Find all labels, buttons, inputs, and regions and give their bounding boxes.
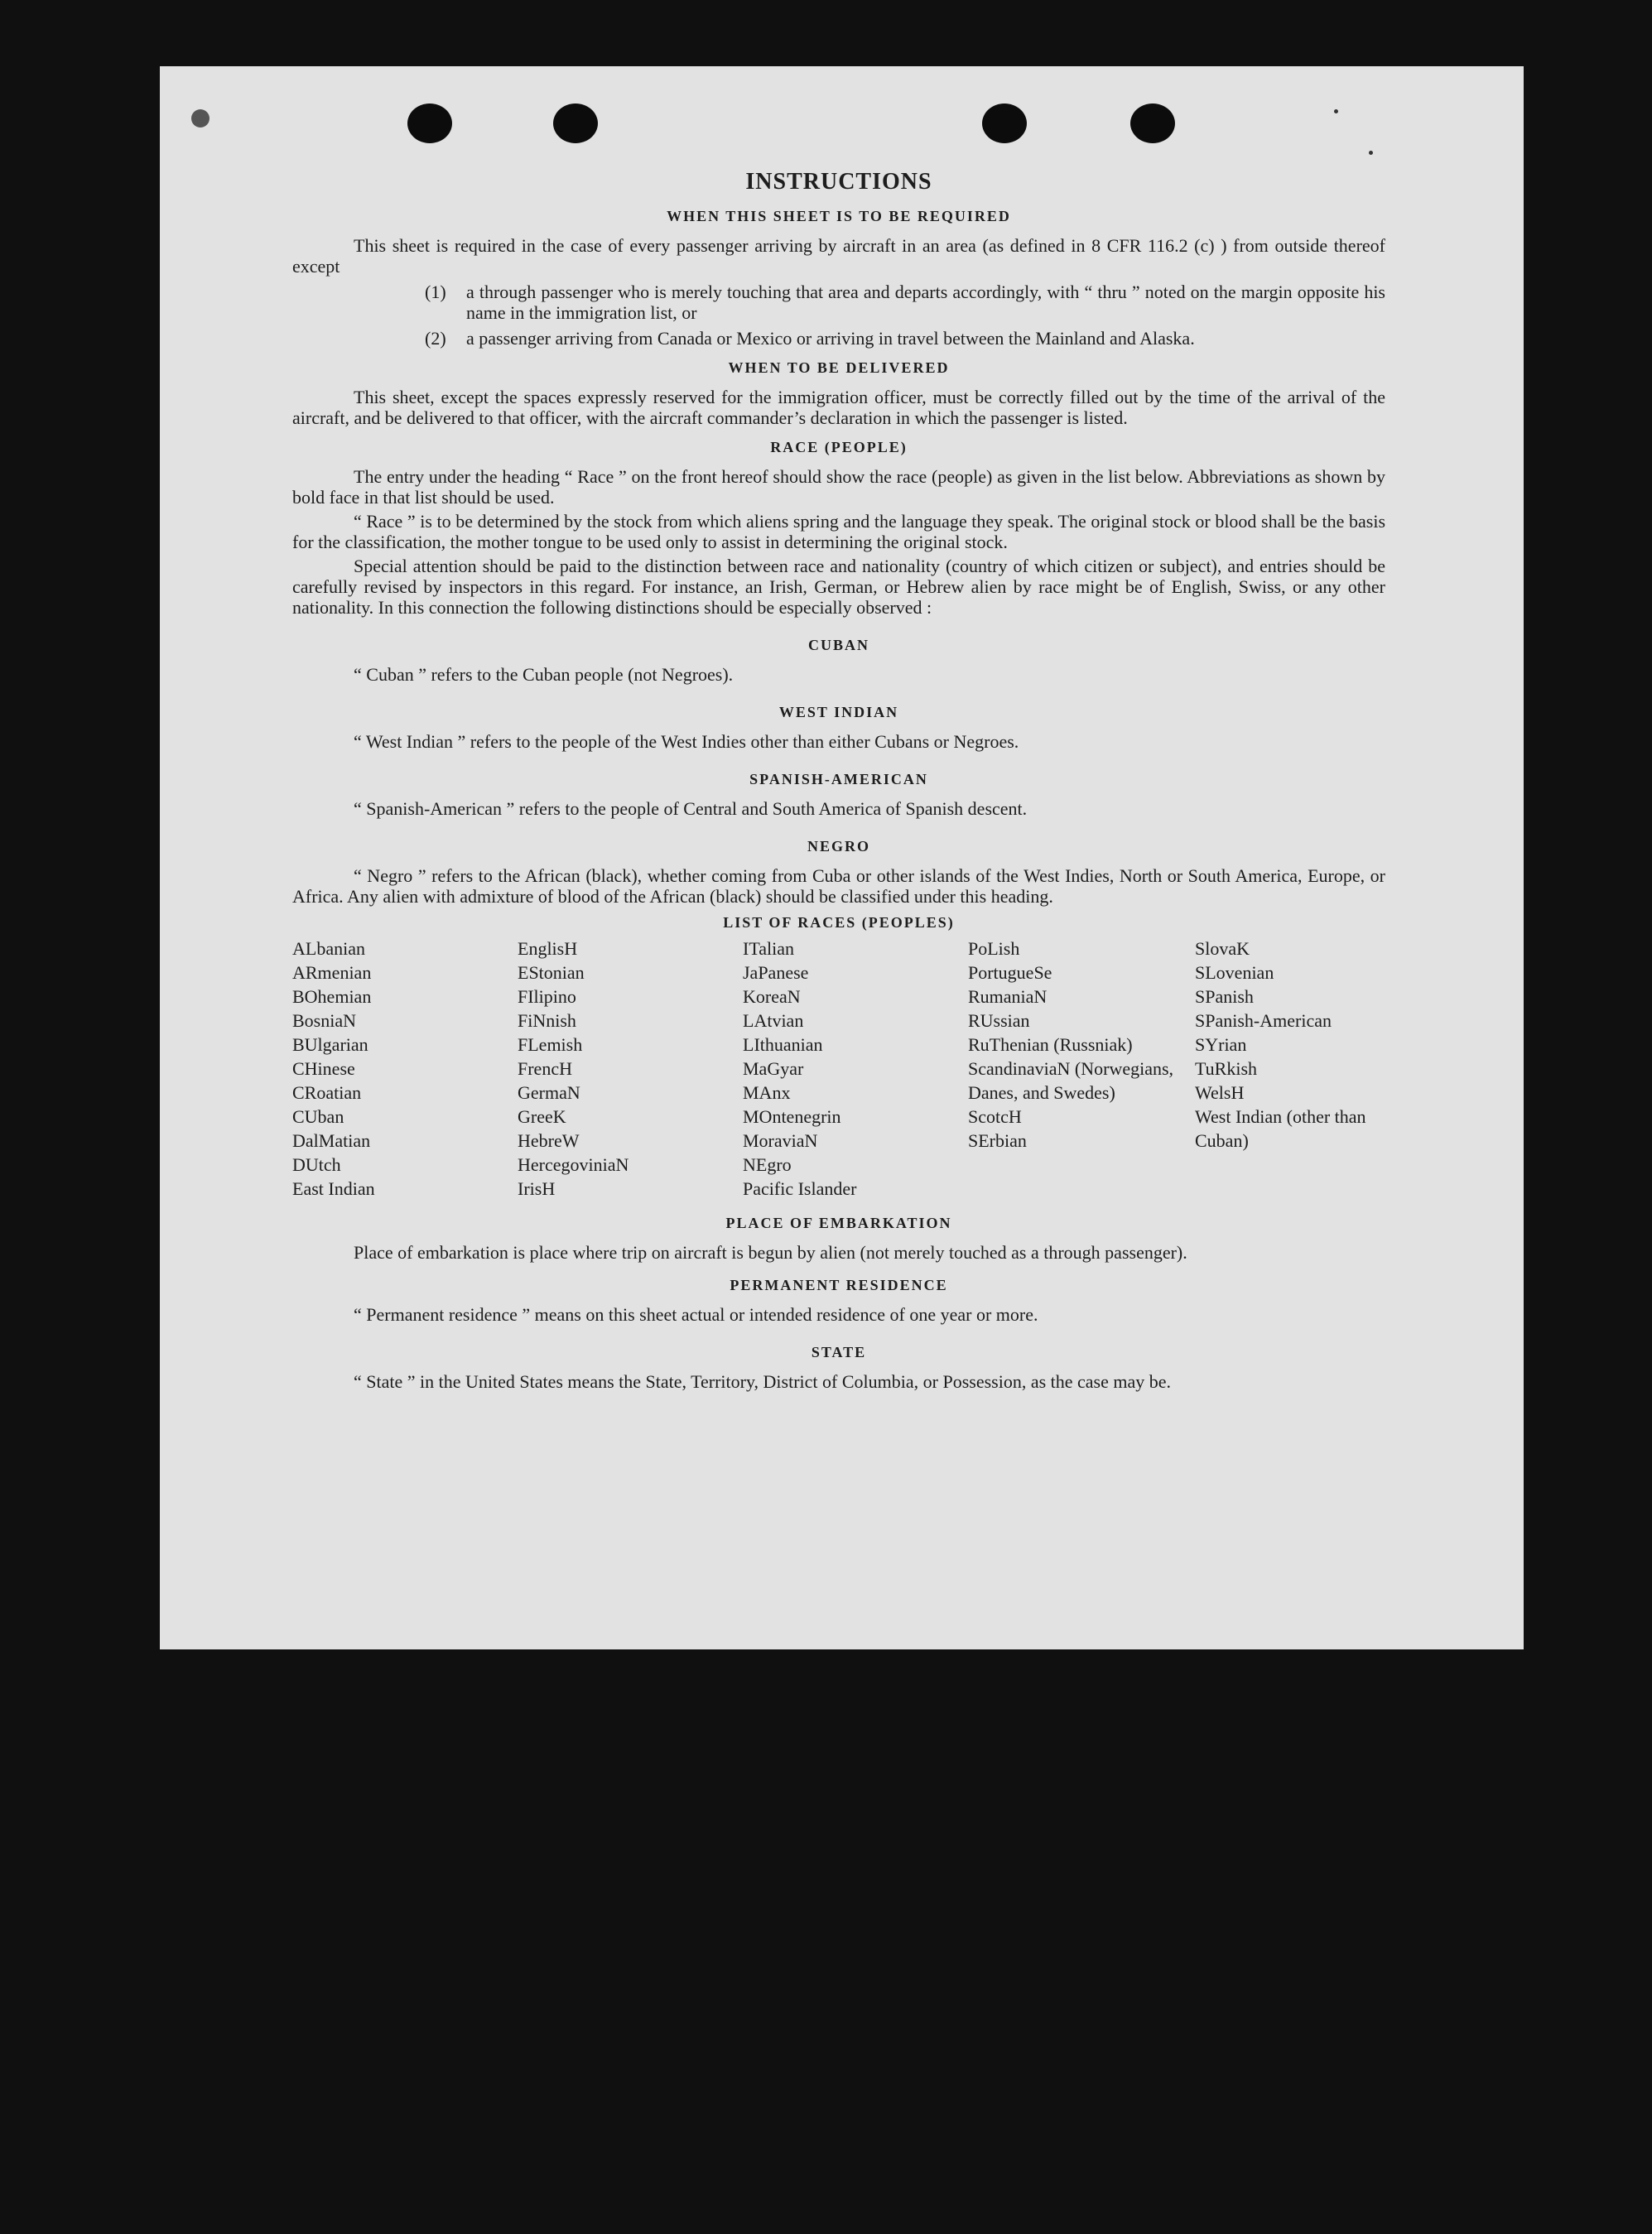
race-entry: LAtvian xyxy=(743,1010,804,1031)
race-entry: SYrian xyxy=(1195,1034,1247,1055)
race-entry: FrencH xyxy=(518,1058,572,1079)
race-entry: SLovenian xyxy=(1195,962,1274,983)
race-entry: KoreaN xyxy=(743,986,801,1007)
residence-text: “ Permanent residence ” means on this sheet actual or intended residence of one year or more. xyxy=(354,1304,1038,1325)
punch-hole xyxy=(982,104,1027,143)
race-entry: BosniaN xyxy=(292,1010,356,1031)
races-column xyxy=(968,936,1195,1201)
race-entry: ScotcH xyxy=(968,1106,1022,1127)
race-entry: DalMatian xyxy=(292,1130,371,1151)
race-entry: CUban xyxy=(292,1106,344,1127)
speck xyxy=(1334,109,1338,113)
race-entry: PoLish xyxy=(968,938,1020,959)
west-indian-text: “ West Indian ” refers to the people of the West Indies other than either Cubans or Negroes. xyxy=(354,731,1019,752)
race-entry: FiNnish xyxy=(518,1010,576,1031)
race-entry: CRoatian xyxy=(292,1082,362,1103)
races-column xyxy=(518,936,743,1201)
item-text: a through passenger who is merely touching that area and departs accordingly, with “ thru ” noted on the margin opposite his name in the immigration list, or xyxy=(466,282,1385,323)
item-number: (2) xyxy=(425,328,446,349)
punch-hole xyxy=(1130,104,1175,143)
spanish-american-text: “ Spanish-American ” refers to the people of Central and South America of Spanish descent. xyxy=(354,798,1028,819)
race-entry: RUssian xyxy=(968,1010,1030,1031)
state-text: “ State ” in the United States means the State, Territory, District of Columbia, or Possession, as the case may be. xyxy=(354,1371,1172,1392)
heading-when-delivered: WHEN TO BE DELIVERED xyxy=(728,359,950,376)
heading-embarkation: PLACE OF EMBARKATION xyxy=(725,1215,952,1231)
race-entry: SErbian xyxy=(968,1130,1027,1151)
speck xyxy=(191,109,210,128)
race-entry: CHinese xyxy=(292,1058,355,1079)
race-entry: SPanish-American xyxy=(1195,1010,1332,1031)
heading-permanent-residence: PERMANENT RESIDENCE xyxy=(730,1277,948,1293)
when-delivered-text: This sheet, except the spaces expressly reserved for the immigration officer, must be correctly filled out by the time of the arrival of the aircraft, and be delivered to that officer, with the aircraft commander’s declaration in which the passenger is listed. xyxy=(292,387,1385,428)
race-entry: HercegoviniaN xyxy=(518,1154,629,1175)
race-entry: IrisH xyxy=(518,1178,556,1199)
race-entry: FLemish xyxy=(518,1034,583,1055)
race-entry: HebreW xyxy=(518,1130,580,1151)
heading-state: STATE xyxy=(811,1344,867,1360)
race-entry: RumaniaN xyxy=(968,986,1048,1007)
race-entry: ARmenian xyxy=(292,962,372,983)
heading-list-of-races: LIST OF RACES (PEOPLES) xyxy=(723,914,955,931)
race-entry: MaGyar xyxy=(743,1058,804,1079)
negro-text: “ Negro ” refers to the African (black), whether coming from Cuba or other islands of the West Indies, North or South America, Europe, or Africa. Any alien with admixture of blood of the African (black) should be classified under this heading. xyxy=(292,865,1385,907)
race-entry: GreeK xyxy=(518,1106,566,1127)
punch-hole xyxy=(553,104,598,143)
race-paragraph: “ Race ” is to be determined by the stock from which aliens spring and the language they speak. The original stock or blood shall be the basis for the classification, the mother tongue to be used only to assist in determining the original stock. xyxy=(292,511,1385,552)
race-entry: MoraviaN xyxy=(743,1130,818,1151)
race-entry: NEgro xyxy=(743,1154,792,1175)
race-entry: LIthuanian xyxy=(743,1034,823,1055)
race-entry: SPanish xyxy=(1195,986,1254,1007)
race-entry: West Indian (other than Cuban) xyxy=(1195,1106,1366,1151)
heading-negro: NEGRO xyxy=(807,838,870,855)
race-entry: JaPanese xyxy=(743,962,809,983)
race-entry: GermaN xyxy=(518,1082,580,1103)
race-entry: ITalian xyxy=(743,938,794,959)
races-column xyxy=(1195,936,1385,1201)
page-title: INSTRUCTIONS xyxy=(745,169,932,195)
heading-spanish-american: SPANISH-AMERICAN xyxy=(749,771,928,787)
when-required-intro: This sheet is required in the case of every passenger arriving by aircraft in an area (as defined in 8 CFR 116.2 (c) ) from outside thereof except xyxy=(292,235,1385,277)
race-entry: SlovaK xyxy=(1195,938,1250,959)
race-entry: PortugueSe xyxy=(968,962,1052,983)
race-entry: EnglisH xyxy=(518,938,578,959)
race-entry: BOhemian xyxy=(292,986,372,1007)
race-entry: EStonian xyxy=(518,962,585,983)
race-entry: ALbanian xyxy=(292,938,365,959)
item-text: a passenger arriving from Canada or Mexico or arriving in travel between the Mainland and Alaska. xyxy=(466,328,1195,349)
races-column xyxy=(743,936,968,1201)
speck xyxy=(1369,151,1373,155)
document-page xyxy=(160,66,1524,1649)
race-entry: BUlgarian xyxy=(292,1034,368,1055)
race-entry: Pacific Islander xyxy=(743,1178,857,1199)
race-entry: ScandinaviaN (Norwegians, Danes, and Swedes) xyxy=(968,1058,1174,1103)
race-entry: WelsH xyxy=(1195,1082,1245,1103)
race-entry: RuThenian (Russniak) xyxy=(968,1034,1133,1055)
heading-when-required: WHEN THIS SHEET IS TO BE REQUIRED xyxy=(667,208,1011,224)
race-entry: FIlipino xyxy=(518,986,576,1007)
heading-west-indian: WEST INDIAN xyxy=(778,704,899,720)
race-entry: DUtch xyxy=(292,1154,341,1175)
race-paragraph: The entry under the heading “ Race ” on the front hereof should show the race (people) as given in the list below. Abbreviations as shown by bold face in that list should be used. xyxy=(292,466,1385,508)
heading-cuban: CUBAN xyxy=(807,637,869,653)
item-number: (1) xyxy=(425,282,446,302)
embarkation-text: Place of embarkation is place where trip on aircraft is begun by alien (not merely touched as a through passenger). xyxy=(354,1242,1187,1263)
races-column xyxy=(292,936,518,1201)
list-item xyxy=(425,282,1385,323)
race-entry: East Indian xyxy=(292,1178,375,1199)
race-entry: MOntenegrin xyxy=(743,1106,841,1127)
races-table xyxy=(292,936,1385,1201)
list-item xyxy=(425,328,1385,349)
race-paragraph: Special attention should be paid to the distinction between race and nationality (country of which citizen or subject), and entries should be carefully revised by inspectors in this regard. For instance, an Irish, German, or Hebrew alien by race might be of English, Swiss, or any other nationality. In this connection the following distinctions should be especially observed : xyxy=(292,556,1385,618)
race-entry: TuRkish xyxy=(1195,1058,1258,1079)
cuban-text: “ Cuban ” refers to the Cuban people (not Negroes). xyxy=(354,664,734,685)
instructions-content xyxy=(292,169,1385,1395)
race-entry: MAnx xyxy=(743,1082,791,1103)
punch-hole xyxy=(407,104,452,143)
heading-race: RACE (PEOPLE) xyxy=(770,439,908,455)
